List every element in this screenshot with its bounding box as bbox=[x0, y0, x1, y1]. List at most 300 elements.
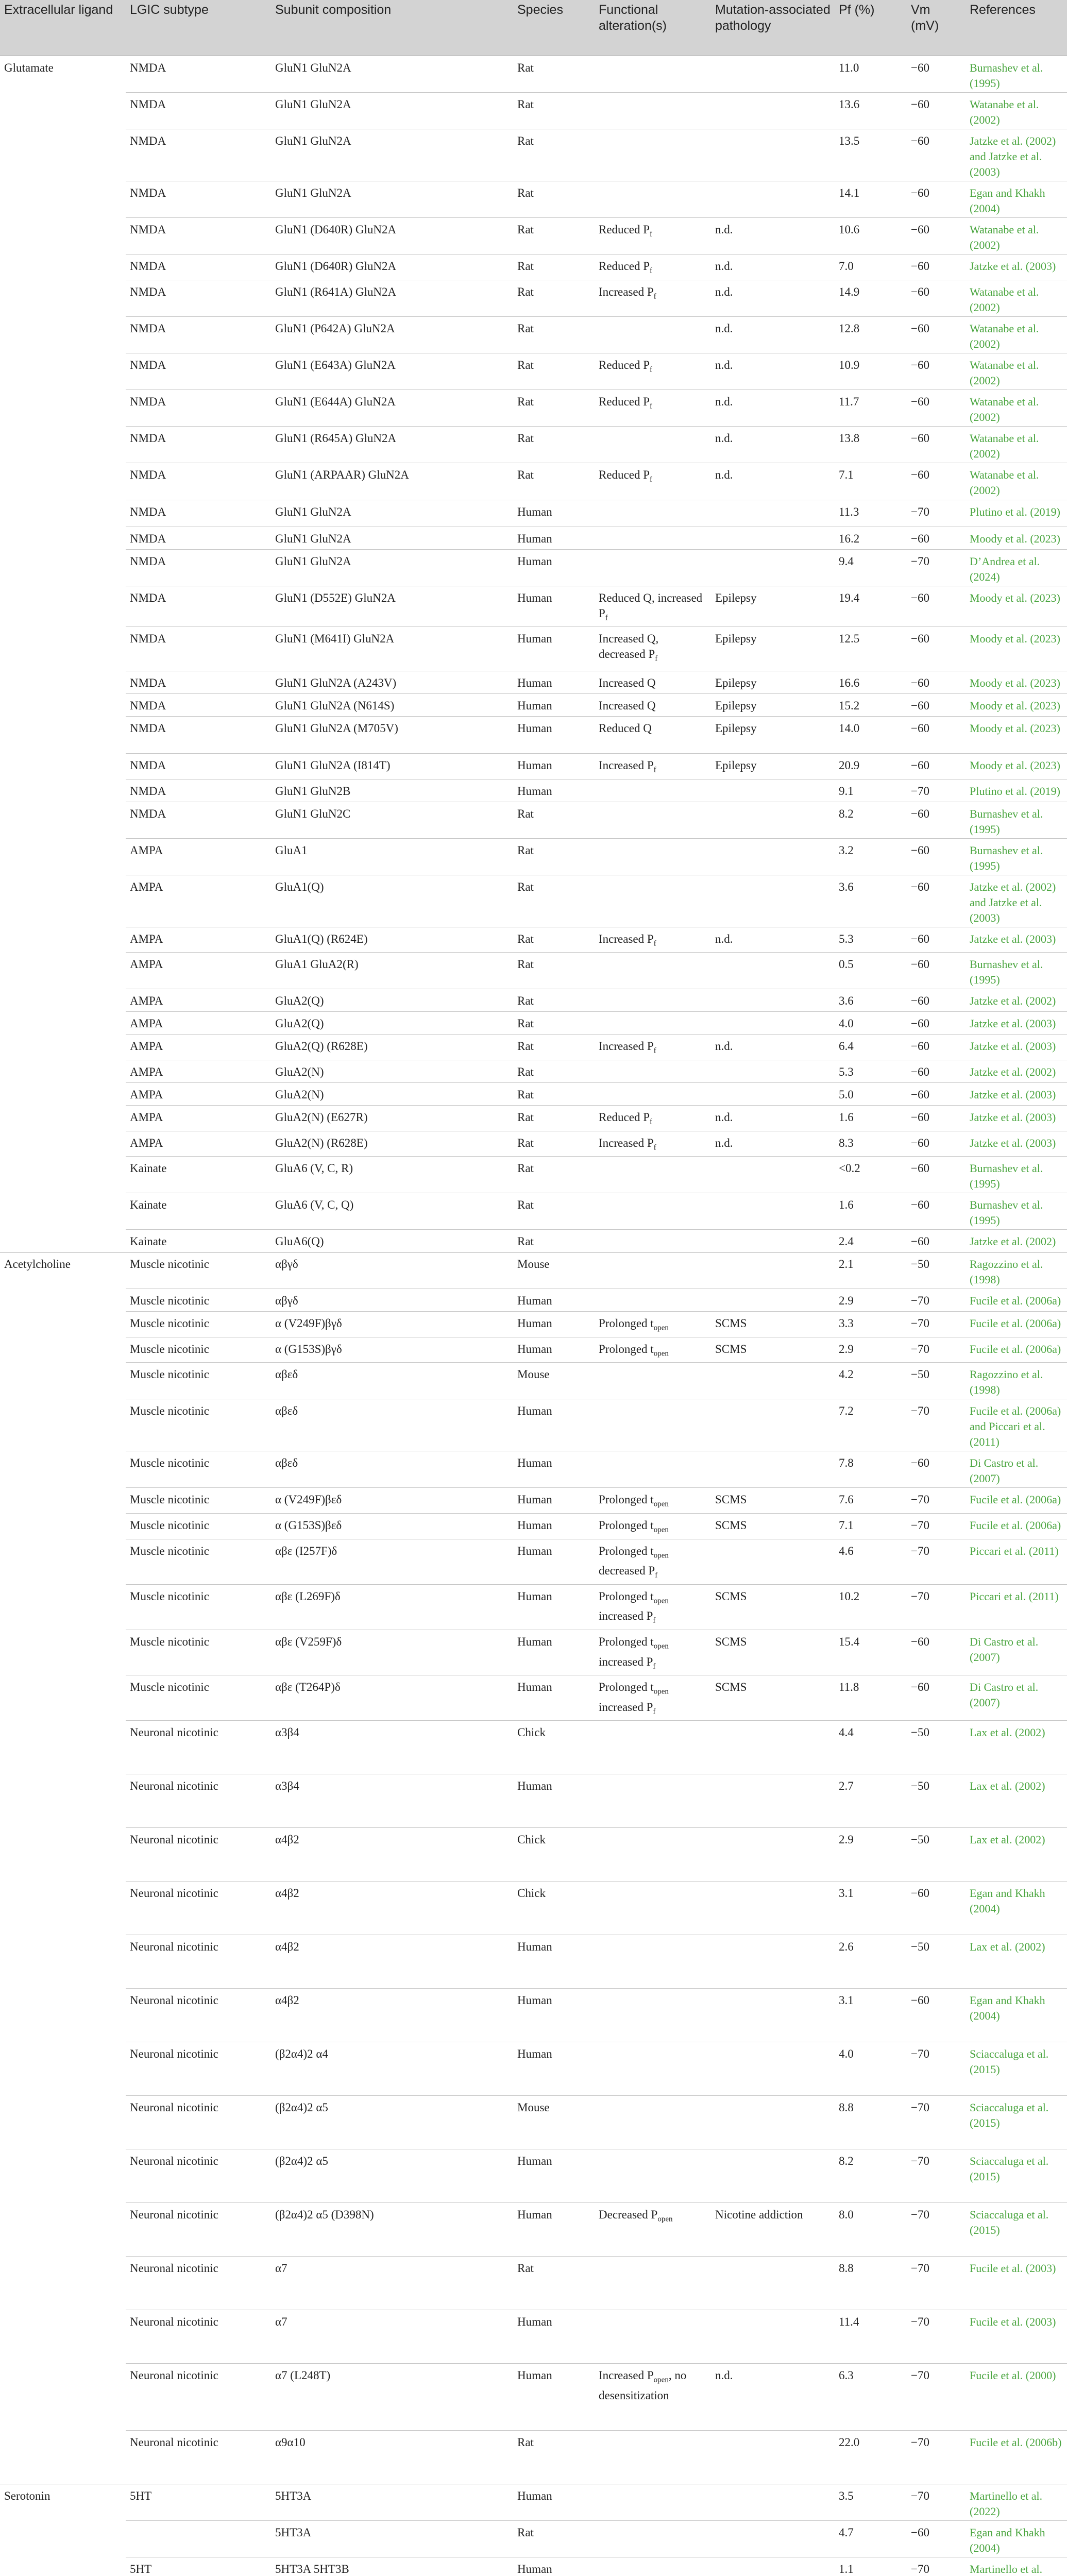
cell-reference[interactable]: Jatzke et al. (2003) bbox=[966, 1131, 1067, 1157]
cell-species: Rat bbox=[513, 255, 595, 280]
cell-reference[interactable]: Jatzke et al. (2002) bbox=[966, 1060, 1067, 1082]
cell-subunit: αβεδ bbox=[271, 1399, 513, 1451]
cell-vm: −60 bbox=[907, 1035, 966, 1060]
cell-subtype: Muscle nicotinic bbox=[126, 1513, 271, 1539]
cell-subunit: GluN1 (ARPAAR) GluN2A bbox=[271, 463, 513, 500]
table-row bbox=[0, 754, 1067, 779]
cell-reference[interactable]: Fucile et al. (2006a) bbox=[966, 1513, 1067, 1539]
cell-reference[interactable]: Fucile et al. (2006a) bbox=[966, 1312, 1067, 1337]
cell-reference[interactable]: Lax et al. (2002) bbox=[966, 1828, 1067, 1882]
cell-subtype: AMPA bbox=[126, 989, 271, 1012]
table-row bbox=[0, 779, 1067, 802]
cell-reference[interactable]: Fucile et al. (2003) bbox=[966, 2257, 1067, 2310]
cell-vm: −70 bbox=[907, 2257, 966, 2310]
cell-reference[interactable]: Piccari et al. (2011) bbox=[966, 1539, 1067, 1584]
cell-species: Human bbox=[513, 2042, 595, 2096]
cell-species: Human bbox=[513, 2484, 595, 2521]
cell-pathology: SCMS bbox=[711, 1337, 835, 1363]
cell-pathology: n.d. bbox=[711, 1105, 835, 1131]
cell-subunit: GluA1 bbox=[271, 838, 513, 875]
cell-pf: 8.0 bbox=[835, 2203, 907, 2257]
cell-subunit: GluN1 GluN2B bbox=[271, 779, 513, 802]
cell-subunit: α4β2 bbox=[271, 1882, 513, 1935]
cell-subtype: AMPA bbox=[126, 1131, 271, 1157]
cell-pf: 8.8 bbox=[835, 2096, 907, 2149]
cell-pf: 2.9 bbox=[835, 1289, 907, 1312]
cell-subunit: αβγδ bbox=[271, 1289, 513, 1312]
cell-vm: −60 bbox=[907, 426, 966, 463]
cell-reference[interactable]: Di Castro et al. (2007) bbox=[966, 1675, 1067, 1721]
cell-reference[interactable]: Fucile et al. (2006a) and Piccari et al. (2011) bbox=[966, 1399, 1067, 1451]
cell-reference[interactable]: Watanabe et al. (2002) bbox=[966, 316, 1067, 353]
cell-vm: −60 bbox=[907, 2521, 966, 2557]
cell-pathology bbox=[711, 1399, 835, 1451]
cell-functional-alteration: Increased Q bbox=[595, 671, 711, 694]
cell-functional-alteration: Prolonged $t_{open}$ decreased $P_f$ bbox=[595, 1539, 711, 1584]
cell-pf: 2.9 bbox=[835, 1337, 907, 1363]
cell-subunit: GluN1 GluN2A (M705V) bbox=[271, 717, 513, 754]
cell-pathology: SCMS bbox=[711, 1488, 835, 1514]
cell-pf: 10.2 bbox=[835, 1584, 907, 1630]
table-row bbox=[0, 500, 1067, 527]
cell-functional-alteration: Increased $P_f$ bbox=[595, 754, 711, 779]
cell-species: Human bbox=[513, 1584, 595, 1630]
cell-reference[interactable]: Watanabe et al. (2002) bbox=[966, 426, 1067, 463]
cell-subunit: GluN1 (M641I) GluN2A bbox=[271, 627, 513, 671]
cell-species: Mouse bbox=[513, 1363, 595, 1399]
cell-reference[interactable]: Ragozzino et al. (1998) bbox=[966, 1252, 1067, 1289]
cell-subtype: Kainate bbox=[126, 1193, 271, 1230]
cell-reference[interactable]: Burnashev et al. (1995) bbox=[966, 56, 1067, 93]
cell-functional-alteration: Prolonged $t_{open}$ increased $P_f$ bbox=[595, 1675, 711, 1721]
cell-pathology bbox=[711, 1082, 835, 1105]
cell-pathology bbox=[711, 802, 835, 838]
cell-reference[interactable]: Lax et al. (2002) bbox=[966, 1774, 1067, 1828]
cell-species: Chick bbox=[513, 1721, 595, 1774]
cell-pathology: Epilepsy bbox=[711, 586, 835, 627]
cell-subtype: Neuronal nicotinic bbox=[126, 2310, 271, 2364]
cell-subtype: Neuronal nicotinic bbox=[126, 2203, 271, 2257]
cell-reference[interactable]: Plutino et al. (2019) bbox=[966, 779, 1067, 802]
cell-vm: −70 bbox=[907, 2364, 966, 2431]
cell-species: Rat bbox=[513, 2257, 595, 2310]
cell-reference[interactable]: Fucile et al. (2006b) bbox=[966, 2431, 1067, 2484]
cell-functional-alteration bbox=[595, 1935, 711, 1989]
cell-subtype: NMDA bbox=[126, 802, 271, 838]
cell-subunit: GluN1 (P642A) GluN2A bbox=[271, 316, 513, 353]
cell-reference[interactable]: Jatzke et al. (2003) bbox=[966, 1082, 1067, 1105]
cell-reference[interactable]: Burnashev et al. (1995) bbox=[966, 1193, 1067, 1230]
cell-vm: −60 bbox=[907, 875, 966, 927]
cell-subunit: αβε (T264P)δ bbox=[271, 1675, 513, 1721]
cell-pathology: n.d. bbox=[711, 316, 835, 353]
cell-subtype: AMPA bbox=[126, 1060, 271, 1082]
cell-vm: −60 bbox=[907, 694, 966, 717]
cell-subtype: Muscle nicotinic bbox=[126, 1399, 271, 1451]
cell-pf: 13.8 bbox=[835, 426, 907, 463]
cell-subunit: αβγδ bbox=[271, 1252, 513, 1289]
header-species: Species bbox=[513, 0, 595, 56]
cell-vm: −50 bbox=[907, 1721, 966, 1774]
cell-reference[interactable]: Egan and Khakh (2004) bbox=[966, 1882, 1067, 1935]
cell-species: Human bbox=[513, 549, 595, 586]
cell-subunit: α7 bbox=[271, 2257, 513, 2310]
cell-pf: 5.0 bbox=[835, 1082, 907, 1105]
cell-subunit: GluN1 (E644A) GluN2A bbox=[271, 389, 513, 426]
table-row bbox=[0, 586, 1067, 627]
cell-subunit: GluN1 GluN2A (N614S) bbox=[271, 694, 513, 717]
cell-subunit: GluN1 GluN2A (A243V) bbox=[271, 671, 513, 694]
cell-vm: −60 bbox=[907, 181, 966, 218]
cell-species: Rat bbox=[513, 181, 595, 218]
cell-functional-alteration: Reduced $P_f$ bbox=[595, 463, 711, 500]
cell-reference[interactable]: Moody et al. (2023) bbox=[966, 527, 1067, 549]
cell-reference[interactable]: Moody et al. (2023) bbox=[966, 627, 1067, 671]
cell-reference[interactable]: Jatzke et al. (2002) and Jatzke et al. (2003) bbox=[966, 875, 1067, 927]
cell-species: Rat bbox=[513, 389, 595, 426]
cell-functional-alteration bbox=[595, 2557, 711, 2576]
cell-subtype: NMDA bbox=[126, 389, 271, 426]
cell-pf: 2.4 bbox=[835, 1230, 907, 1252]
cell-subtype: NMDA bbox=[126, 316, 271, 353]
cell-functional-alteration bbox=[595, 1157, 711, 1193]
cell-vm: −70 bbox=[907, 2042, 966, 2096]
cell-pathology: Epilepsy bbox=[711, 717, 835, 754]
cell-subunit: GluA1(Q) bbox=[271, 875, 513, 927]
cell-reference[interactable]: Jatzke et al. (2003) bbox=[966, 1012, 1067, 1035]
cell-reference[interactable]: Egan and Khakh (2004) bbox=[966, 2521, 1067, 2557]
cell-species: Human bbox=[513, 1488, 595, 1514]
cell-reference[interactable]: Watanabe et al. (2002) bbox=[966, 93, 1067, 129]
cell-pathology: n.d. bbox=[711, 1035, 835, 1060]
cell-functional-alteration bbox=[595, 549, 711, 586]
cell-subunit: α7 (L248T) bbox=[271, 2364, 513, 2431]
cell-species: Rat bbox=[513, 1131, 595, 1157]
cell-species: Human bbox=[513, 1451, 595, 1488]
cell-pf: 11.8 bbox=[835, 1675, 907, 1721]
cell-subtype: Muscle nicotinic bbox=[126, 1539, 271, 1584]
cell-pf: 12.5 bbox=[835, 627, 907, 671]
cell-pf: 7.2 bbox=[835, 1399, 907, 1451]
cell-pathology: n.d. bbox=[711, 463, 835, 500]
cell-subunit: (β2α4)2 α5 bbox=[271, 2096, 513, 2149]
cell-pathology: Epilepsy bbox=[711, 694, 835, 717]
cell-vm: −60 bbox=[907, 1630, 966, 1675]
cell-vm: −50 bbox=[907, 1774, 966, 1828]
cell-reference[interactable]: Jatzke et al. (2002) and Jatzke et al. (2003) bbox=[966, 129, 1067, 181]
cell-species: Human bbox=[513, 1312, 595, 1337]
cell-pf: 4.0 bbox=[835, 2042, 907, 2096]
cell-pf: 22.0 bbox=[835, 2431, 907, 2484]
cell-vm: −60 bbox=[907, 1230, 966, 1252]
cell-vm: −70 bbox=[907, 2310, 966, 2364]
cell-vm: −70 bbox=[907, 1312, 966, 1337]
cell-subunit: αβεδ bbox=[271, 1363, 513, 1399]
cell-subunit: GluA2(Q) bbox=[271, 989, 513, 1012]
cell-functional-alteration bbox=[595, 2431, 711, 2484]
cell-functional-alteration bbox=[595, 1082, 711, 1105]
cell-functional-alteration: Reduced Q, increased $P_f$ bbox=[595, 586, 711, 627]
cell-pathology bbox=[711, 1935, 835, 1989]
cell-pf: 8.8 bbox=[835, 2257, 907, 2310]
cell-ligand: Acetylcholine bbox=[0, 1252, 126, 2484]
cell-pf: <0.2 bbox=[835, 1157, 907, 1193]
cell-species: Human bbox=[513, 671, 595, 694]
table-row bbox=[0, 1721, 1067, 1774]
cell-pf: 5.3 bbox=[835, 927, 907, 953]
cell-subunit: (β2α4)2 α4 bbox=[271, 2042, 513, 2096]
cell-functional-alteration: Increased $P_f$ bbox=[595, 280, 711, 316]
cell-subtype: Muscle nicotinic bbox=[126, 1312, 271, 1337]
table-row bbox=[0, 426, 1067, 463]
table-row bbox=[0, 1513, 1067, 1539]
cell-reference[interactable]: Moody et al. (2023) bbox=[966, 717, 1067, 754]
cell-subunit: GluN1 (D552E) GluN2A bbox=[271, 586, 513, 627]
table-row bbox=[0, 1035, 1067, 1060]
cell-reference[interactable]: Watanabe et al. (2002) bbox=[966, 389, 1067, 426]
cell-reference[interactable]: Burnashev et al. (1995) bbox=[966, 953, 1067, 989]
cell-subunit: GluN1 (R641A) GluN2A bbox=[271, 280, 513, 316]
cell-reference[interactable]: D’Andrea et al. (2024) bbox=[966, 549, 1067, 586]
table-row bbox=[0, 280, 1067, 316]
cell-pathology bbox=[711, 1721, 835, 1774]
cell-subunit: GluN1 GluN2A bbox=[271, 129, 513, 181]
cell-species: Human bbox=[513, 1989, 595, 2042]
cell-reference[interactable]: Di Castro et al. (2007) bbox=[966, 1630, 1067, 1675]
cell-reference[interactable]: Martinello et al. (2022) bbox=[966, 2484, 1067, 2521]
cell-pathology: n.d. bbox=[711, 389, 835, 426]
cell-functional-alteration: Increased $P_f$ bbox=[595, 927, 711, 953]
cell-reference[interactable]: Jatzke et al. (2002) bbox=[966, 1230, 1067, 1252]
table-row bbox=[0, 2149, 1067, 2203]
cell-reference[interactable]: Jatzke et al. (2003) bbox=[966, 1035, 1067, 1060]
cell-pf: 3.3 bbox=[835, 1312, 907, 1337]
cell-reference[interactable]: Lax et al. (2002) bbox=[966, 1721, 1067, 1774]
cell-pf: 7.1 bbox=[835, 463, 907, 500]
cell-reference[interactable]: Sciaccaluga et al. (2015) bbox=[966, 2096, 1067, 2149]
cell-functional-alteration: Prolonged $t_{open}$ increased $P_f$ bbox=[595, 1630, 711, 1675]
cell-functional-alteration: Prolonged $t_{open}$ bbox=[595, 1312, 711, 1337]
cell-subtype: Muscle nicotinic bbox=[126, 1584, 271, 1630]
cell-functional-alteration bbox=[595, 527, 711, 549]
cell-pf: 11.3 bbox=[835, 500, 907, 527]
cell-reference[interactable]: Sciaccaluga et al. (2015) bbox=[966, 2042, 1067, 2096]
cell-pathology: n.d. bbox=[711, 927, 835, 953]
cell-species: Human bbox=[513, 1935, 595, 1989]
cell-reference[interactable]: Piccari et al. (2011) bbox=[966, 1584, 1067, 1630]
cell-reference[interactable]: Fucile et al. (2006a) bbox=[966, 1289, 1067, 1312]
cell-reference[interactable]: Plutino et al. (2019) bbox=[966, 500, 1067, 527]
cell-ligand: Serotonin bbox=[0, 2484, 126, 2576]
cell-pathology bbox=[711, 93, 835, 129]
cell-vm: −70 bbox=[907, 2557, 966, 2576]
table-row bbox=[0, 1193, 1067, 1230]
table-row bbox=[0, 2257, 1067, 2310]
cell-subtype: Neuronal nicotinic bbox=[126, 1828, 271, 1882]
cell-subunit: 5HT3A bbox=[271, 2521, 513, 2557]
cell-subunit: GluN1 (D640R) GluN2A bbox=[271, 218, 513, 255]
cell-pf: 3.2 bbox=[835, 838, 907, 875]
cell-subunit: αβε (I257F)δ bbox=[271, 1539, 513, 1584]
cell-reference[interactable]: Jatzke et al. (2003) bbox=[966, 927, 1067, 953]
cell-reference[interactable]: Ragozzino et al. (1998) bbox=[966, 1363, 1067, 1399]
cell-subunit: 5HT3A bbox=[271, 2484, 513, 2521]
cell-pf: 4.2 bbox=[835, 1363, 907, 1399]
cell-pf: 6.3 bbox=[835, 2364, 907, 2431]
cell-subtype: NMDA bbox=[126, 129, 271, 181]
cell-subtype: AMPA bbox=[126, 1035, 271, 1060]
cell-vm: −50 bbox=[907, 1252, 966, 1289]
cell-pf: 10.6 bbox=[835, 218, 907, 255]
cell-reference[interactable]: Burnashev et al. (1995) bbox=[966, 802, 1067, 838]
cell-functional-alteration: Prolonged $t_{open}$ bbox=[595, 1337, 711, 1363]
table-row bbox=[0, 389, 1067, 426]
cell-reference[interactable]: Burnashev et al. (1995) bbox=[966, 1157, 1067, 1193]
cell-pf: 20.9 bbox=[835, 754, 907, 779]
table-row bbox=[0, 1989, 1067, 2042]
cell-reference[interactable]: Moody et al. (2023) bbox=[966, 586, 1067, 627]
cell-pf: 2.6 bbox=[835, 1935, 907, 1989]
cell-reference[interactable]: Burnashev et al. (1995) bbox=[966, 838, 1067, 875]
cell-functional-alteration bbox=[595, 129, 711, 181]
cell-reference[interactable]: Watanabe et al. (2002) bbox=[966, 463, 1067, 500]
cell-subtype: NMDA bbox=[126, 586, 271, 627]
cell-reference[interactable]: Moody et al. (2023) bbox=[966, 671, 1067, 694]
cell-ligand: Glutamate bbox=[0, 56, 126, 1252]
cell-reference[interactable]: Jatzke et al. (2003) bbox=[966, 255, 1067, 280]
cell-species: Human bbox=[513, 2149, 595, 2203]
cell-vm: −60 bbox=[907, 1082, 966, 1105]
cell-reference[interactable]: Jatzke et al. (2003) bbox=[966, 1105, 1067, 1131]
table-row bbox=[0, 255, 1067, 280]
cell-subtype: Muscle nicotinic bbox=[126, 1675, 271, 1721]
cell-vm: −60 bbox=[907, 353, 966, 389]
cell-species: Rat bbox=[513, 1060, 595, 1082]
cell-subunit: α9α10 bbox=[271, 2431, 513, 2484]
cell-reference[interactable]: Watanabe et al. (2002) bbox=[966, 353, 1067, 389]
table-row bbox=[0, 802, 1067, 838]
cell-reference[interactable]: Fucile et al. (2006a) bbox=[966, 1488, 1067, 1514]
table-row bbox=[0, 93, 1067, 129]
cell-subtype: NMDA bbox=[126, 280, 271, 316]
cell-reference[interactable]: Watanabe et al. (2002) bbox=[966, 218, 1067, 255]
cell-reference[interactable]: Fucile et al. (2006a) bbox=[966, 1337, 1067, 1363]
table-row bbox=[0, 1312, 1067, 1337]
cell-subunit: GluN1 GluN2A bbox=[271, 527, 513, 549]
cell-reference[interactable]: Moody et al. (2023) bbox=[966, 694, 1067, 717]
cell-pathology bbox=[711, 1451, 835, 1488]
cell-reference[interactable]: Egan and Khakh (2004) bbox=[966, 1989, 1067, 2042]
cell-functional-alteration bbox=[595, 1721, 711, 1774]
cell-reference[interactable]: Watanabe et al. (2002) bbox=[966, 280, 1067, 316]
cell-subunit: GluN1 GluN2A bbox=[271, 500, 513, 527]
cell-subtype: Muscle nicotinic bbox=[126, 1289, 271, 1312]
cell-pathology bbox=[711, 1060, 835, 1082]
cell-subunit: GluN1 GluN2A bbox=[271, 181, 513, 218]
cell-subunit: α3β4 bbox=[271, 1774, 513, 1828]
cell-species: Human bbox=[513, 2203, 595, 2257]
table-row bbox=[0, 527, 1067, 549]
cell-functional-alteration: Increased $P_f$ bbox=[595, 1131, 711, 1157]
cell-pathology bbox=[711, 875, 835, 927]
cell-reference[interactable]: Fucile et al. (2003) bbox=[966, 2310, 1067, 2364]
cell-subtype: NMDA bbox=[126, 694, 271, 717]
cell-pathology bbox=[711, 56, 835, 93]
cell-pathology bbox=[711, 2096, 835, 2149]
cell-reference[interactable]: Di Castro et al. (2007) bbox=[966, 1451, 1067, 1488]
cell-functional-alteration: Reduced $P_f$ bbox=[595, 255, 711, 280]
cell-subtype: NMDA bbox=[126, 549, 271, 586]
cell-functional-alteration bbox=[595, 500, 711, 527]
cell-pathology bbox=[711, 953, 835, 989]
cell-functional-alteration bbox=[595, 316, 711, 353]
cell-reference[interactable]: Martinello et al. bbox=[966, 2557, 1067, 2576]
cell-vm: −60 bbox=[907, 1193, 966, 1230]
cell-vm: −60 bbox=[907, 255, 966, 280]
cell-subtype: Neuronal nicotinic bbox=[126, 2431, 271, 2484]
cell-functional-alteration: Increased Q bbox=[595, 694, 711, 717]
cell-species: Human bbox=[513, 586, 595, 627]
cell-pathology: Epilepsy bbox=[711, 671, 835, 694]
cell-reference[interactable]: Sciaccaluga et al. (2015) bbox=[966, 2149, 1067, 2203]
cell-pathology: n.d. bbox=[711, 218, 835, 255]
cell-subtype: 5HT bbox=[126, 2484, 271, 2521]
cell-vm: −60 bbox=[907, 671, 966, 694]
cell-species: Rat bbox=[513, 2431, 595, 2484]
cell-functional-alteration bbox=[595, 2521, 711, 2557]
cell-pf: 7.6 bbox=[835, 1488, 907, 1514]
cell-subunit: GluN1 GluN2A (I814T) bbox=[271, 754, 513, 779]
cell-subtype: NMDA bbox=[126, 754, 271, 779]
cell-vm: −60 bbox=[907, 56, 966, 93]
cell-vm: −70 bbox=[907, 779, 966, 802]
cell-functional-alteration bbox=[595, 2149, 711, 2203]
cell-vm: −60 bbox=[907, 802, 966, 838]
header-lgic-subtype: LGIC subtype bbox=[126, 0, 271, 56]
cell-pf: 5.3 bbox=[835, 1060, 907, 1082]
cell-functional-alteration bbox=[595, 875, 711, 927]
cell-pf: 8.2 bbox=[835, 2149, 907, 2203]
cell-subtype: Muscle nicotinic bbox=[126, 1451, 271, 1488]
cell-subtype: Muscle nicotinic bbox=[126, 1252, 271, 1289]
cell-pathology: SCMS bbox=[711, 1584, 835, 1630]
cell-species: Rat bbox=[513, 463, 595, 500]
cell-reference[interactable]: Sciaccaluga et al. (2015) bbox=[966, 2203, 1067, 2257]
cell-reference[interactable]: Moody et al. (2023) bbox=[966, 754, 1067, 779]
cell-reference[interactable]: Fucile et al. (2000) bbox=[966, 2364, 1067, 2431]
cell-subtype: Neuronal nicotinic bbox=[126, 1721, 271, 1774]
table-row bbox=[0, 1060, 1067, 1082]
cell-subunit: α (V249F)βγδ bbox=[271, 1312, 513, 1337]
cell-subunit: αβε (V259F)δ bbox=[271, 1630, 513, 1675]
cell-reference[interactable]: Egan and Khakh (2004) bbox=[966, 181, 1067, 218]
cell-subtype: AMPA bbox=[126, 1082, 271, 1105]
cell-pathology: n.d. bbox=[711, 426, 835, 463]
cell-species: Rat bbox=[513, 1193, 595, 1230]
cell-reference[interactable]: Jatzke et al. (2002) bbox=[966, 989, 1067, 1012]
table-row bbox=[0, 1363, 1067, 1399]
cell-functional-alteration bbox=[595, 2257, 711, 2310]
cell-vm: −70 bbox=[907, 1539, 966, 1584]
cell-pathology bbox=[711, 1882, 835, 1935]
cell-pathology: Epilepsy bbox=[711, 627, 835, 671]
cell-vm: −60 bbox=[907, 389, 966, 426]
cell-reference[interactable]: Lax et al. (2002) bbox=[966, 1935, 1067, 1989]
cell-subtype: Kainate bbox=[126, 1157, 271, 1193]
cell-pf: 13.6 bbox=[835, 93, 907, 129]
cell-species: Mouse bbox=[513, 2096, 595, 2149]
cell-species: Rat bbox=[513, 280, 595, 316]
